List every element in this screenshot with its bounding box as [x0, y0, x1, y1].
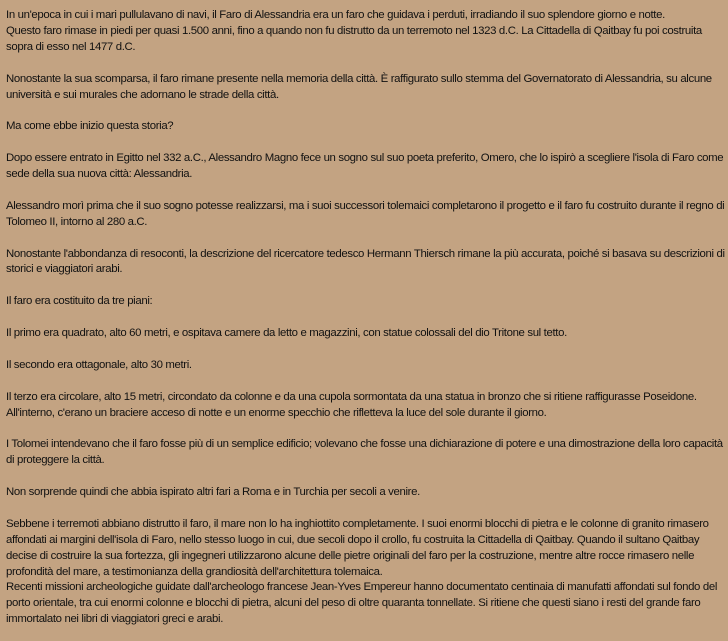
text-line: Nonostante la sua scomparsa, il faro rimane presente nella memoria della città. È raffigurato sullo stemma del Governatorato di Alessandria, su alcune università e sui murales che adornano le strade della città. [6, 72, 712, 101]
paragraph [6, 72, 728, 104]
text-line: Il secondo era ottagonale, alto 30 metri. [6, 358, 192, 371]
text-line: Questo faro rimase in piedi per quasi 1.500 anni, fino a quando non fu distrutto da un terremoto nel 1323 d.C. La Cittadella di Qaitbay fu poi costruita sopra di esso nel 1477 d.C. [6, 24, 702, 53]
paragraph [6, 390, 728, 422]
text-line: Il terzo era circolare, alto 15 metri, circondato da colonne e da una cupola sormontata da una statua in bronzo che si ritiene raffigurasse Poseidone. [6, 390, 697, 403]
paragraph [6, 358, 728, 374]
text-line: Non sorprende quindi che abbia ispirato altri fari a Roma e in Turchia per secoli a venire. [6, 486, 420, 499]
text-line: Ma come ebbe inizio questa storia? [6, 120, 174, 133]
paragraph [6, 437, 728, 469]
text-line: Recenti missioni archeologiche guidate dall'archeologo francese Jean-Yves Empereur hanno documentato centinaia di manufatti affondati sul fondo del porto orientale, tra cui enormi colonne e blocchi di pietra, alcuni del peso di oltre quaranta tonnellate. Si ritiene che questi siano i resti del grande faro immortalato nei libri di viaggiatori greci e arabi. [6, 581, 718, 626]
text-line: I Tolomei intendevano che il faro fosse più di un semplice edificio; volevano che fosse una dichiarazione di potere e una dimostrazione della loro capacità di proteggere la città. [6, 438, 723, 467]
text-line: Dopo essere entrato in Egitto nel 332 a.C., Alessandro Magno fece un sogno sul suo poeta preferito, Omero, che lo ispirò a scegliere l'isola di Faro come sede della sua nuova città: Alessandria. [6, 152, 724, 181]
text-line: In un'epoca in cui i mari pullulavano di navi, il Faro di Alessandria era un faro che guidava i perduti, irradiando il suo splendore giorno e notte. [6, 9, 665, 21]
paragraph [6, 119, 728, 135]
text-line: Alessandro morì prima che il suo sogno potesse realizzarsi, ma i suoi successori tolemaici completarono il progetto e il faro fu costruito durante il regno di Tolomeo II, intorno al 280 a.C. [6, 199, 725, 228]
text-line: Il faro era costituito da tre piani: [6, 295, 153, 308]
paragraph [6, 326, 728, 342]
paragraph [6, 294, 728, 310]
paragraph [6, 199, 728, 231]
paragraph [6, 485, 728, 501]
paragraph [6, 8, 728, 56]
paragraph [6, 151, 728, 183]
text-line: Nonostante l'abbondanza di resoconti, la descrizione del ricercatore tedesco Hermann Thiersch rimane la più accurata, poiché si basava su descrizioni di storici e viaggiatori arabi. [6, 247, 725, 276]
text-line: Il primo era quadrato, alto 60 metri, e ospitava camere da letto e magazzini, con statue colossali del dio Tritone sul tetto. [6, 327, 567, 340]
text-line: All'interno, c'erano un braciere acceso di notte e un enorme specchio che rifletteva la luce del sole durante il giorno. [6, 406, 547, 419]
paragraph [6, 247, 728, 279]
text-line: Sebbene i terremoti abbiano distrutto il faro, il mare non lo ha inghiottito completamente. I suoi enormi blocchi di pietra e le colonne di granito rimasero affondati ai margini dell'isola di Faro, nello stesso luogo in cui, due secoli dopo il crollo, fu costruita la Cittadella di Qaitbay. Quando il sultano Qaitbay decise di costruire la sua fortezza, gli ingegneri utilizzarono alcune delle pietre originali del faro per la costruzione, mentre altre rocce rimasero nelle profondità del mare, a testimonianza della grandiosità dell'architettura tolemaica. [6, 517, 709, 578]
paragraph [6, 517, 728, 628]
